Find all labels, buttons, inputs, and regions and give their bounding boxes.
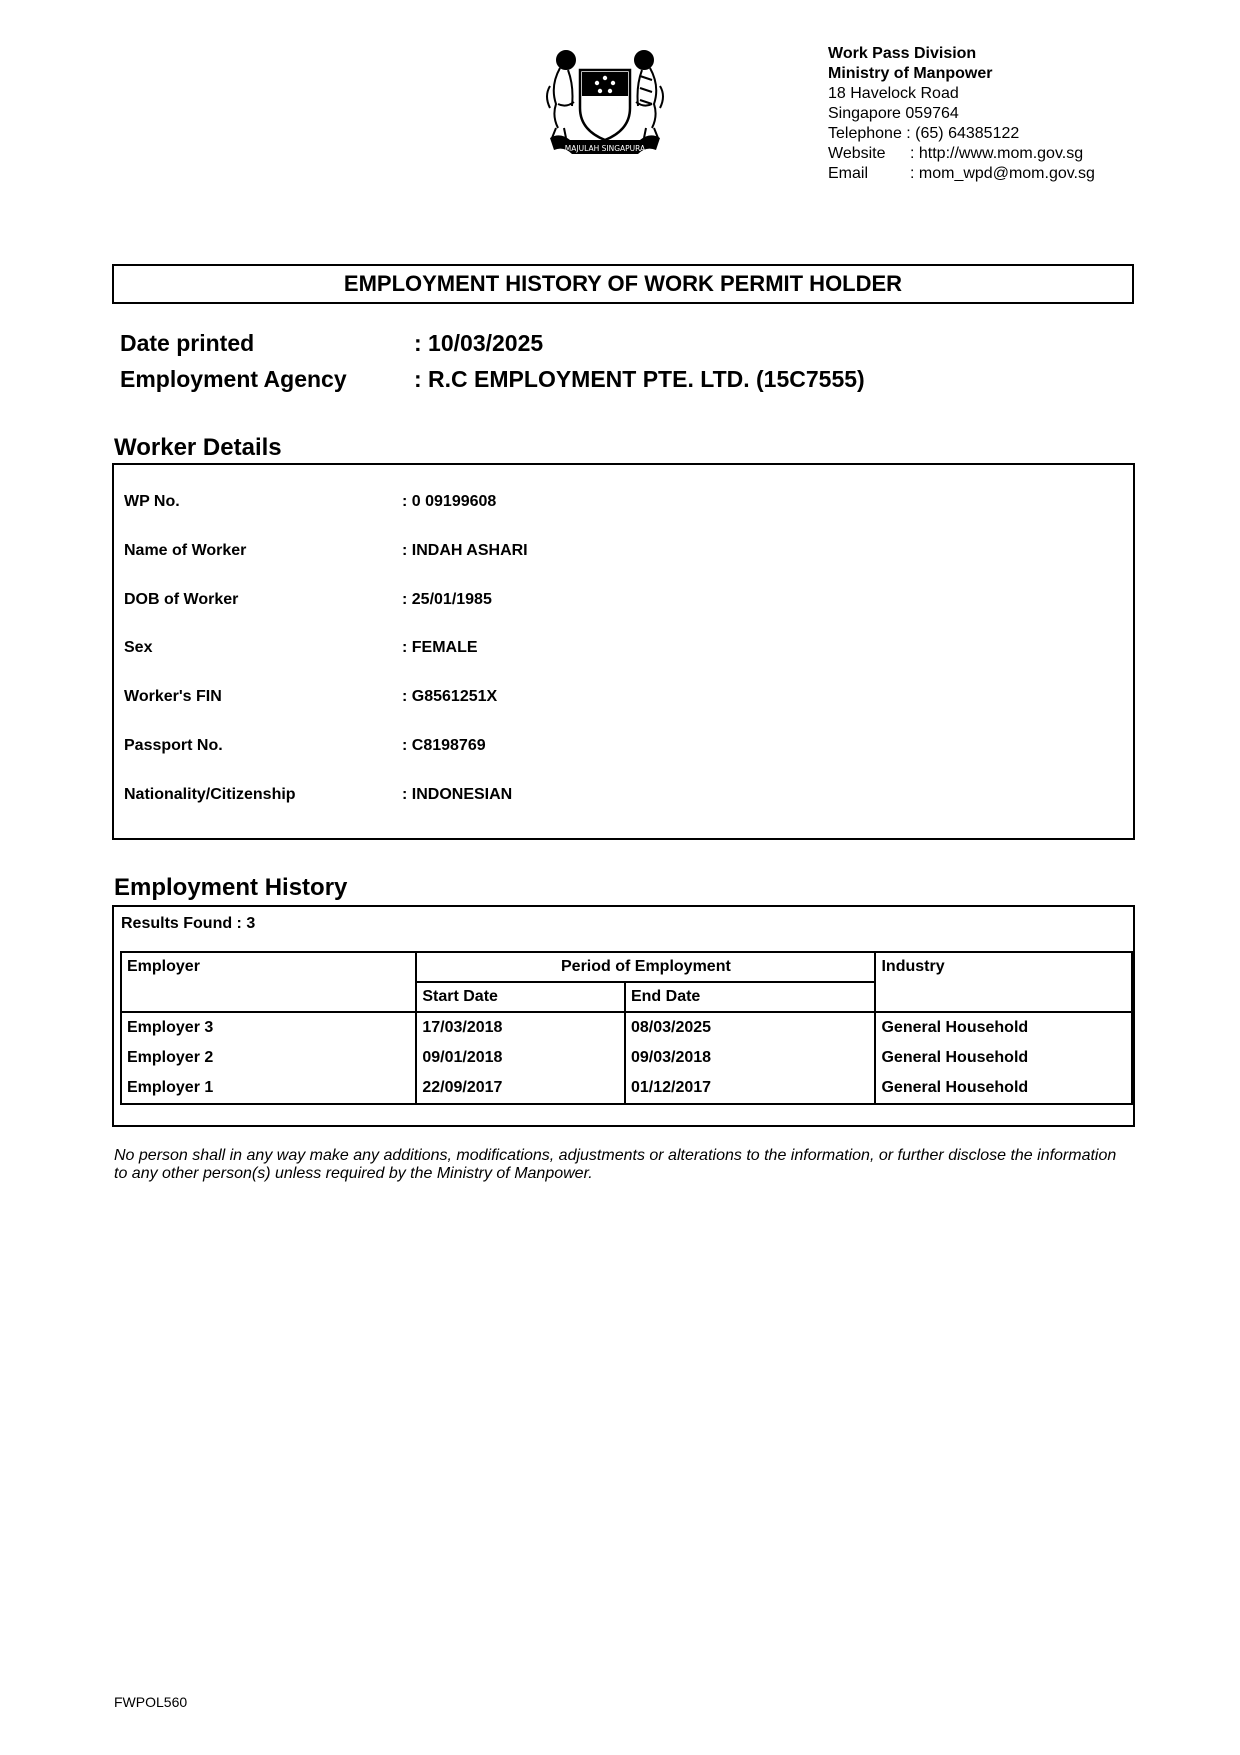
email-row [828, 164, 1095, 184]
employment-history-heading: Employment History [114, 874, 348, 901]
employment-history-box [112, 905, 1135, 1127]
coat-of-arms-icon [540, 46, 670, 161]
agency-value: : R.C EMPLOYMENT PTE. LTD. (15C7555) [414, 366, 865, 392]
nationality-label: Nationality/Citizenship [124, 786, 296, 803]
employer-cell: Employer 1 [121, 1073, 416, 1104]
document-title-box [112, 264, 1134, 304]
table-row [121, 1043, 1132, 1073]
start-date-cell: 17/03/2018 [416, 1012, 625, 1043]
worker-field-row [124, 786, 512, 804]
disclaimer-text: No person shall in any way make any additions, modifications, adjustments or alterations to the information, or further disclose the information to any other person(s) unless required by the Ministry of Manpower. [114, 1147, 1117, 1182]
worker-name-label: Name of Worker [124, 542, 247, 559]
worker-field-row [124, 639, 478, 657]
table-row [121, 1073, 1132, 1104]
passport-label: Passport No. [124, 737, 223, 754]
worker-field-row [124, 493, 496, 511]
fin-label: Worker's FIN [124, 688, 222, 705]
dob-label: DOB of Worker [124, 591, 239, 608]
address-line-1: 18 Havelock Road [828, 85, 959, 102]
employer-column-header: Employer [121, 952, 416, 1012]
office-address-block [828, 44, 1095, 184]
employer-cell: Employer 3 [121, 1012, 416, 1043]
industry-column-header: Industry [875, 952, 1132, 1012]
worker-field-row [124, 591, 492, 609]
worker-name-value: : INDAH ASHARI [402, 542, 528, 559]
worker-details-heading: Worker Details [114, 434, 282, 461]
document-title: EMPLOYMENT HISTORY OF WORK PERMIT HOLDER [343, 271, 903, 296]
industry-cell: General Household [875, 1043, 1132, 1073]
industry-cell: General Household [875, 1073, 1132, 1104]
worker-field-row [124, 688, 497, 706]
agency-label: Employment Agency [120, 366, 347, 392]
crest-motto: MAJULAH SINGAPURA [564, 144, 646, 153]
website-label: Website [828, 145, 886, 162]
telephone: Telephone : (65) 64385122 [828, 125, 1020, 142]
passport-value: : C8198769 [402, 737, 486, 754]
website-link[interactable]: : http://www.mom.gov.sg [910, 145, 1084, 162]
fin-value: : G8561251X [402, 688, 498, 705]
division-name: Work Pass Division [828, 45, 977, 62]
worker-field-row [124, 542, 528, 560]
wp-no-label: WP No. [124, 493, 180, 510]
end-date-column-header: End Date [625, 982, 876, 1012]
website-row [828, 144, 1095, 164]
nationality-value: : INDONESIAN [402, 786, 513, 803]
employer-cell: Employer 2 [121, 1043, 416, 1073]
email-link[interactable]: : mom_wpd@mom.gov.sg [910, 165, 1095, 182]
email-label: Email [828, 165, 869, 182]
form-code: FWPOL560 [114, 1694, 188, 1710]
sex-value: : FEMALE [402, 639, 478, 656]
start-date-column-header: Start Date [416, 982, 625, 1012]
end-date-cell: 08/03/2025 [625, 1012, 876, 1043]
start-date-cell: 09/01/2018 [416, 1043, 625, 1073]
sex-label: Sex [124, 639, 153, 656]
worker-field-row [124, 737, 486, 755]
address-line-2: Singapore 059764 [828, 105, 959, 122]
industry-cell: General Household [875, 1012, 1132, 1043]
worker-details-box [112, 463, 1135, 840]
dob-value: : 25/01/1985 [402, 591, 492, 608]
results-count: Results Found : 3 [121, 915, 256, 932]
end-date-cell: 01/12/2017 [625, 1073, 876, 1104]
table-row [121, 1012, 1132, 1043]
start-date-cell: 22/09/2017 [416, 1073, 625, 1104]
period-column-header: Period of Employment [416, 952, 875, 982]
employment-history-table [120, 951, 1133, 1105]
ministry-name: Ministry of Manpower [828, 65, 993, 82]
date-printed-label: Date printed [120, 330, 255, 356]
end-date-cell: 09/03/2018 [625, 1043, 876, 1073]
wp-no-value: : 0 09199608 [402, 493, 497, 510]
date-printed-value: : 10/03/2025 [414, 330, 544, 356]
